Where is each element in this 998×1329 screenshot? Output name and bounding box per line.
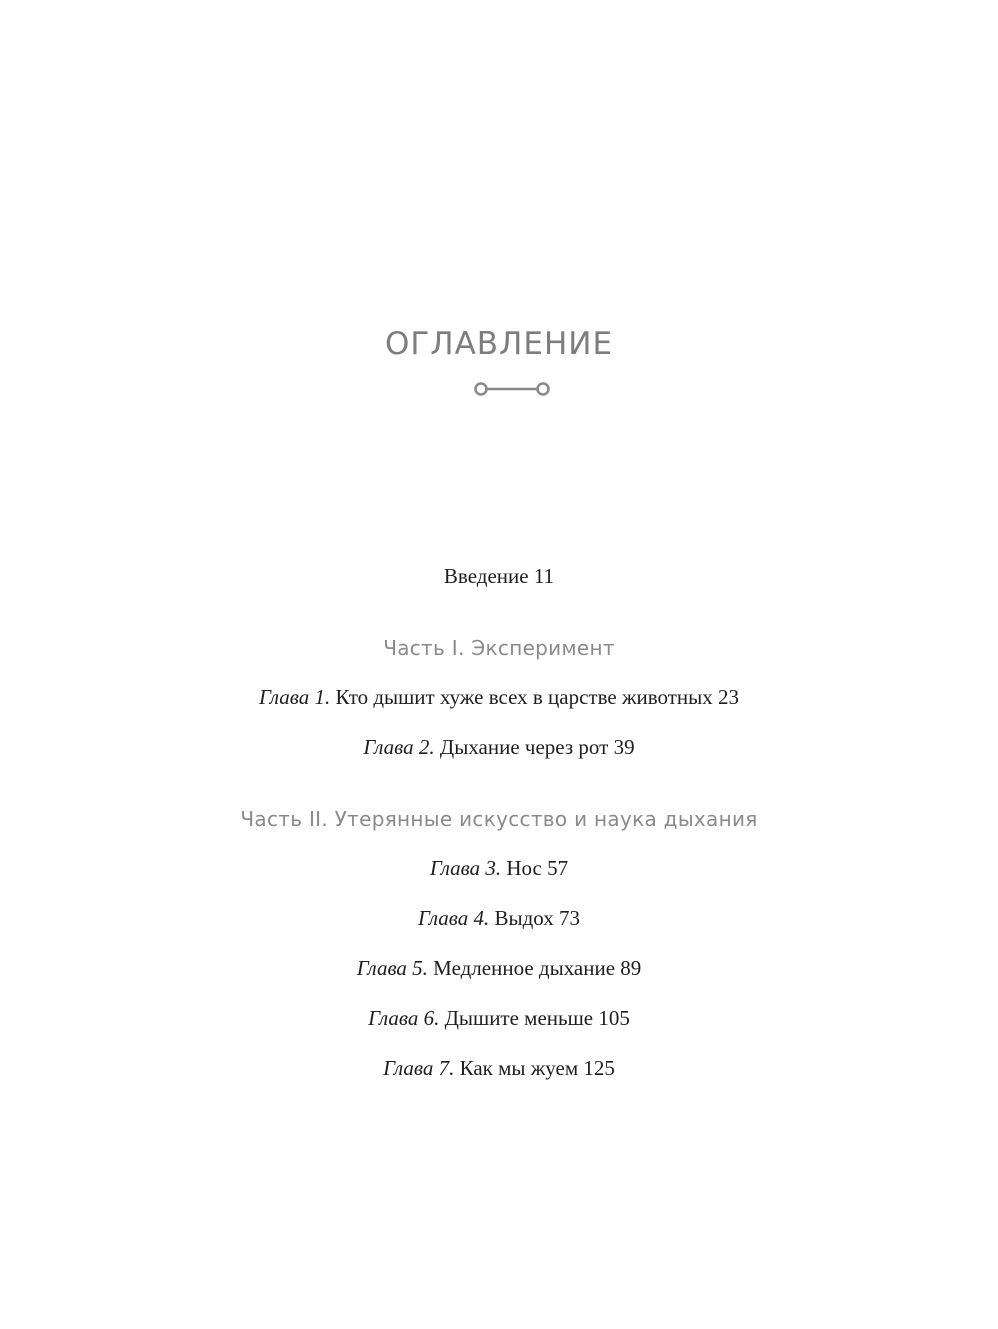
chapter-title: Медленное дыхание — [433, 956, 616, 980]
chapter-page: 89 — [620, 956, 642, 980]
chapter-page: 57 — [547, 856, 569, 880]
toc-entry-chapter-5[interactable] — [0, 956, 998, 981]
page-title: ОГЛАВЛЕНИЕ — [384, 326, 614, 362]
chapter-label: Глава 7. — [383, 1056, 455, 1080]
chapter-page: 73 — [559, 906, 580, 930]
chapter-label: Глава 3. — [429, 856, 502, 880]
chapter-page: 105 — [598, 1006, 630, 1030]
chapter-title: Нос — [506, 856, 542, 880]
chapter-title: Выдох — [494, 906, 554, 930]
toc-entry-chapter-3[interactable] — [0, 856, 998, 881]
chapter-title: Дышите меньше — [444, 1006, 594, 1030]
toc-entry-intro[interactable] — [0, 564, 998, 589]
toc-entry-chapter-4[interactable] — [0, 906, 998, 931]
part-heading-2: Часть II. Утерянные искусство и наука дыхания — [240, 807, 758, 831]
toc-entry-chapter-6[interactable] — [0, 1006, 998, 1031]
intro-page: 11 — [533, 564, 555, 588]
intro-label: Введение — [443, 564, 529, 588]
chapter-label: Глава 4. — [418, 906, 490, 930]
chapter-title: Дыхание через рот — [439, 735, 609, 759]
chapter-page: 125 — [583, 1056, 615, 1080]
chapter-label: Глава 6. — [368, 1006, 440, 1030]
connector-ornament-icon — [473, 379, 553, 399]
chapter-label: Глава 5. — [356, 956, 428, 980]
toc-entry-chapter-2[interactable] — [0, 735, 998, 760]
chapter-page: 23 — [717, 685, 739, 709]
chapter-title: Кто дышит хуже всех в царстве животных — [335, 685, 713, 709]
toc-entry-chapter-7[interactable] — [0, 1056, 998, 1081]
toc-entry-chapter-1[interactable] — [0, 685, 998, 710]
chapter-title: Как мы жуем — [459, 1056, 579, 1080]
chapter-label: Глава 1. — [259, 685, 331, 709]
chapter-label: Глава 2. — [363, 735, 435, 759]
part-heading-1: Часть I. Эксперимент — [383, 636, 615, 660]
chapter-page: 39 — [613, 735, 635, 759]
